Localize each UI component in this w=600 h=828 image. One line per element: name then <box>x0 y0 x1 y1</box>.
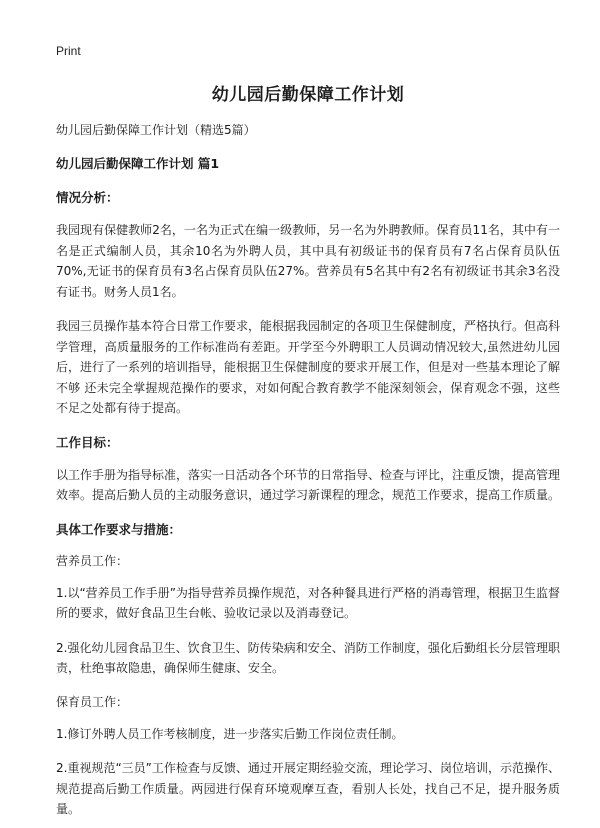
nutrition-item-1: 1.以“营养员工作手册”为指导营养员操作规范，对各种餐具进行严格的消毒管理，根据卫生监督所的要求，做好食品卫生台帐、验收记录以及消毒登记。 <box>56 585 560 620</box>
section-heading-analysis: 情况分析： <box>56 190 119 205</box>
caregiver-item-1: 1.修订外聘人员工作考核制度，进一步落实后勤工作岗位责任制。 <box>56 726 404 741</box>
analysis-paragraph-1: 我园现有保健教师2名，一名为正式在编一级教师，另一名为外聘教师。保育员11名，其中有一名是正式编制人员，其余10名为外聘人员，其中具有初级证书的保育员有7名占保育员队伍70%,无证书的保育员有3名占保育员队伍27%。营养员有5名其中有2名有初级证书其余3名没有证书。财务人员1名。 <box>56 223 560 299</box>
section-heading-measures: 具体工作要求与措施： <box>56 521 182 537</box>
part-heading: 幼儿园后勤保障工作计划 篇1 <box>56 156 220 171</box>
document-title: 幼儿园后勤保障工作计划 <box>211 85 405 105</box>
document-subtitle: 幼儿园后勤保障工作计划（精选5篇） <box>56 123 256 137</box>
nutrition-item-2: 2.强化幼儿园食品卫生、饮食卫生、防传染病和安全、消防工作制度，强化后勤组长分层管理职责，杜绝事故隐患，确保师生健康、安全。 <box>56 640 560 675</box>
caregiver-staff-label: 保育员工作： <box>56 694 129 709</box>
analysis-paragraph-2: 我园三员操作基本符合日常工作要求，能根据我园制定的各项卫生保健制度，严格执行。但高科学管理，高质量服务的工作标准尚有差距。开学至今外聘职工人员调动情况较大,虽然进幼儿园后，进行了一系列的培训指导，能根据卫生保健制度的要求开展工作，但是对一些基本理论了解不够 还未完全掌握规范操作的要求，对如何配合教育教学不能深刻领会，保育观念不强，这些不足之处都有待于提高。 <box>56 319 561 415</box>
print-link[interactable]: Print <box>56 44 81 58</box>
nutrition-staff-label: 营养员工作： <box>56 553 129 568</box>
caregiver-item-2: 2.重视规范“三员”工作检查与反馈、通过开展定期经验交流，理论学习、岗位培训，示范操作、规范提高后勤工作质量。两园进行保育环境观摩互查，看别人长处，找自己不足，提升服务质量。 <box>56 761 560 816</box>
section-heading-goals: 工作目标： <box>56 434 119 450</box>
goals-paragraph: 以工作手册为指导标准，落实一日活动各个环节的日常指导、检查与评比，注重反馈，提高管理效率。提高后勤人员的主动服务意识，通过学习新课程的理念，规范工作要求，提高工作质量。 <box>56 467 561 502</box>
